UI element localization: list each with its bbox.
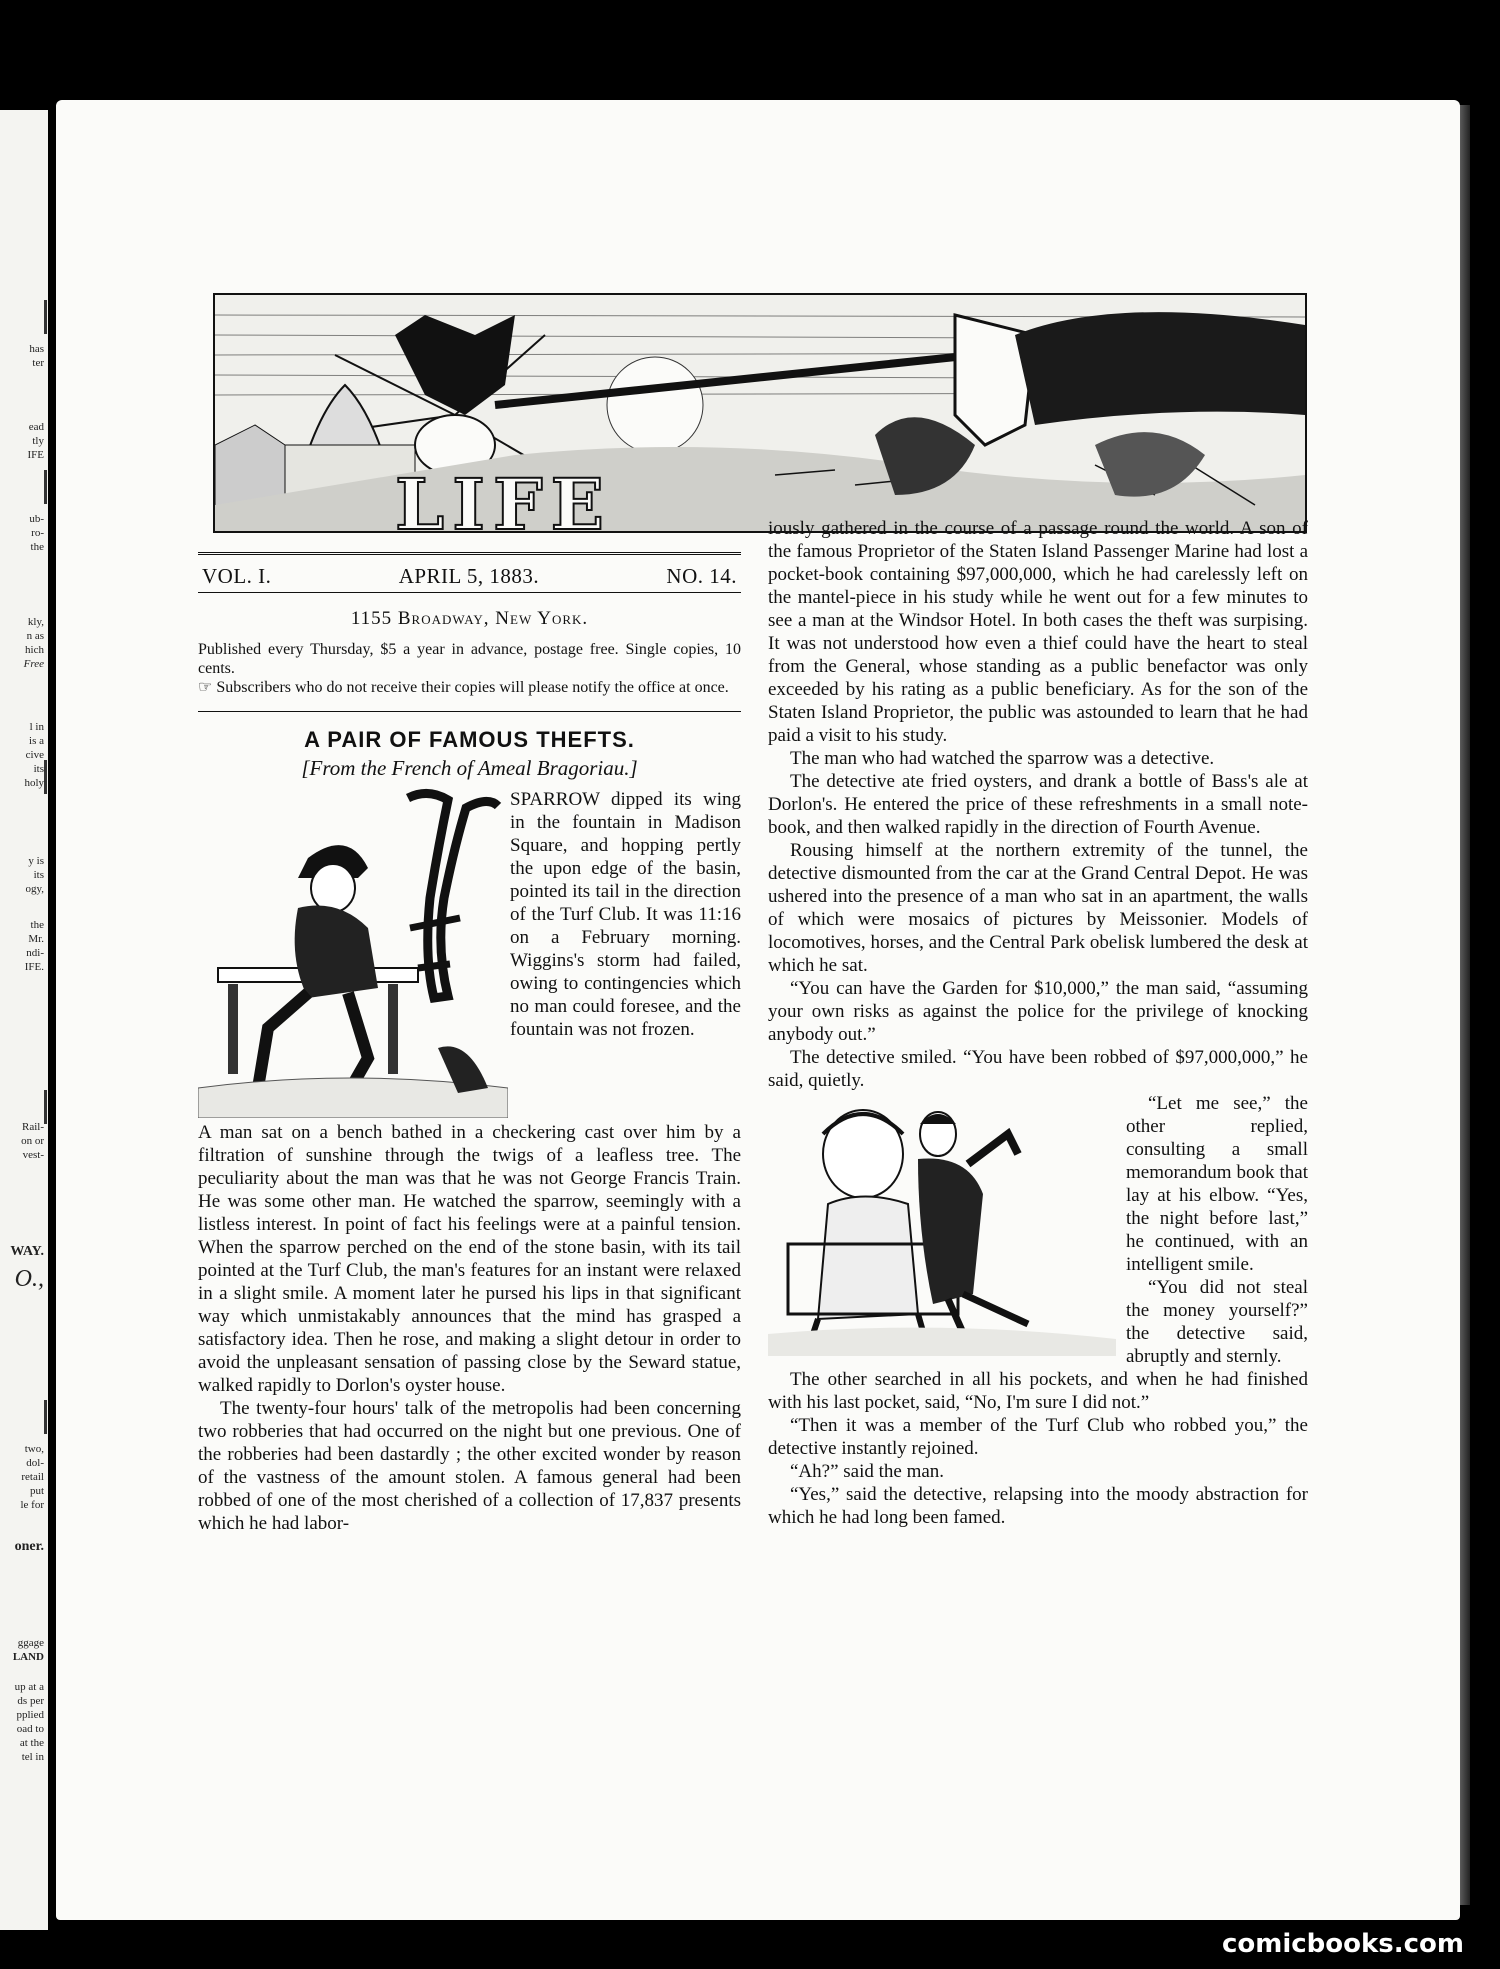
left-page-fragment: vest- [22,1149,44,1161]
article-paragraph: The detective ate fried oysters, and drank a bottle of Bass's ale at Dorlon's. He entered the price of these refreshments in a small note-book, and then walked rapidly in the direction of Fourth Avenue. [768,771,1308,838]
left-page-fragment: pplied [16,1709,44,1721]
article-paragraph: The man who had watched the sparrow was a detective. [790,748,1215,769]
bench-man-illustration [198,788,508,1118]
left-page-fragment: ds per [17,1695,44,1707]
article-paragraph: The detective smiled. “You have been robbed of $97,000,000,” he said, quietly. [768,1047,1308,1091]
article-paragraph: “Then it was a member of the Turf Club who robbed you,” the detective instantly rejoined. [768,1415,1308,1459]
binding-stitch [44,470,47,504]
left-page-fragment: l in [29,721,44,733]
article-paragraph: The twenty-four hours' talk of the metropolis had been concerning two robberies that had occurred on the night but one previous. One of the robberies had been dastardly ; the other excited wonder by reason of the vastness of the amount stolen. A famous general had been robbed of one of the most cherished of a collection of 17,837 presents which he had labor- [198,1398,741,1534]
left-page-fragment: the [30,541,44,553]
notice-text: Subscribers who do not receive their copies will please notify the office at once. [216,679,729,696]
left-page-fragment: IFE. [24,961,44,973]
masthead-rule-thin [198,592,741,593]
right-column [768,517,1308,1529]
two-men-drawing [768,1094,1116,1356]
left-page-fragment: y is [28,855,44,867]
volume-label: VOL. I. [202,564,272,588]
left-page-fragment: Free [23,658,44,670]
left-page-fragment: ead [28,421,44,433]
left-page-fragment: at the [19,1737,44,1749]
left-page-fragment: ub- [29,513,44,525]
opening-paragraph: SPARROW dipped its wing in the fountain in Madison Square, and hopping pertly the upon edge of the basin, pointed its tail in the direction of the Turf Club. It was 11:16 on a February morning. Wiggins's storm had failed, owing to contingencies which no man could foresee, and the fountain was not frozen. [510,789,741,1040]
publication-info [198,640,741,697]
left-page-fragment: le for [20,1499,44,1511]
left-page-fragment: n as [26,630,44,642]
left-page-fragment: Rail- [22,1121,44,1133]
left-page-fragment: its [33,869,44,881]
left-page-fragment: oner. [14,1539,44,1554]
left-page-fragment: ggage [17,1637,44,1649]
binding-stitch [44,300,47,334]
article-paragraph: “Yes,” said the detective, relapsing into the moody abstraction for which he had long been famed. [768,1484,1308,1528]
subscription-info: Published every Thursday, $5 a year in advance, postage free. Single copies, 10 cents. [198,641,741,677]
article-paragraph: “Ah?” said the man. [790,1461,945,1482]
left-column [198,552,741,1535]
issue-date: APRIL 5, 1883. [398,564,540,588]
section-divider [198,711,741,712]
site-watermark: comicbooks.com [1221,1929,1464,1959]
masthead-rule [198,552,741,559]
binding-stitch [44,1400,47,1434]
pointing-hand-icon: ☞ [198,679,217,696]
issue-number: NO. 14. [666,564,737,588]
bench-man-drawing [198,788,508,1118]
left-page-fragment: O., [14,1266,44,1292]
masthead-title: LIFE [395,463,613,533]
left-page-fragment: ndi- [26,947,44,959]
article-paragraph: “Let me see,” the other replied, consulting a small memorandum book that lay at his elbow. “Yes, the night before last,” he continued, with an intelligent smile. [1126,1093,1308,1275]
left-page-fragment: oad to [16,1723,44,1735]
left-page-fragment: hich [25,644,44,656]
left-page-fragment: ter [32,357,44,369]
article-byline: [From the French of Ameal Bragoriau.] [301,756,638,780]
two-men-illustration [768,1094,1116,1356]
left-page-fragment: kly, [27,616,44,628]
left-page-fragment: two, [24,1443,44,1455]
article-paragraph: “You can have the Garden for $10,000,” the man said, “assuming your own risks as against the police for the privilege of knocking anybody out.” [768,978,1308,1045]
left-page-fragment: has [29,343,44,355]
left-page-fragment: put [29,1485,44,1497]
left-page-fragment: its [33,763,44,775]
masthead-engraving [215,295,1305,531]
left-page-fragment: IFE [27,449,44,461]
left-page-fragment: ro- [31,527,44,539]
left-page-fragment: tly [32,435,44,447]
opening-block [198,788,741,1121]
left-page-fragment: dol- [26,1457,44,1469]
article-paragraph: Rousing himself at the northern extremity of the tunnel, the detective dismounted from the car at the Grand Central Depot. He was ushered into the presence of a man who sat in an apartment, the walls of which were mosaics of pictures by Meissonier. Models of locomotives, horses, and the Central Park obelisk lumbered the desk at which he sat. [768,840,1308,976]
left-page-fragment: is a [29,735,44,747]
subscriber-notice [198,678,741,697]
left-page-fragment: Mr. [28,933,44,945]
binding-stitch [44,760,47,794]
left-page-fragment: cive [25,749,44,761]
masthead-illustration [213,293,1307,533]
binding-stitch [44,1090,47,1124]
left-page-fragment: the [30,919,44,931]
publisher-address: 1155 Broadway, New York. [350,608,589,629]
article-paragraph: The other searched in all his pockets, and when he had finished with his last pocket, said, “No, I'm sure I did not.” [768,1369,1308,1413]
article-paragraph: iously gathered in the course of a passage round the world. A son of the famous Proprietor of the Staten Island Passenger Marine had lost a pocket-book containing $97,000,000, which he had carelessly left on the mantel-piece in his study while he went out for a few minutes to see a man at the Windsor Hotel. In both cases the theft was surpising. It was not understood how even a thief could have the heart to steal from the General, whose standing as a public benefactor was only exceeded by his rating as a public beneficiary. As for the son of the Staten Island Proprietor, the public was astounded to learn that he had paid a visit to his study. [768,518,1308,746]
article-title: A PAIR OF FAMOUS THEFTS. [304,727,635,752]
left-page-fragment: tel in [21,1751,44,1763]
drop-cap-paragraph [510,788,741,1041]
left-page-fragment: up at a [14,1681,44,1693]
article-paragraph: “You did not steal the money yourself?” the detective said, abruptly and sternly. [1126,1277,1308,1367]
article-paragraph: A man sat on a bench bathed in a checkering cast over him by a filtration of sunshine through the twigs of a leafless tree. The peculiarity about the man was that he was not George Francis Train. He was some other man. He watched the sparrow, seemingly with a listless interest. In point of fact his feelings were at a painful tension. When the sparrow perched on the end of the stone basin, with its tail pointed at the Turf Club, the man's features for an instant were relaxed in a slight smile. A moment later he pursed his lips in that significant way which unmistakably announces that the mind has grasped a satisfactory idea. Then he rose, and making a slight detour in order to avoid the unpleasant sensation of passing close by the Seward statue, walked rapidly to Dorlon's oyster house. [198,1122,741,1396]
left-page-fragment: retail [21,1471,44,1483]
left-page-fragment: ogy, [25,883,44,895]
left-page-fragment: on or [21,1135,44,1147]
adjacent-page [0,110,48,1930]
masthead-info [202,565,737,588]
left-page-fragment: WAY. [10,1244,44,1259]
left-page-fragment: holy [24,777,44,789]
left-page-fragment: LAND [12,1651,44,1663]
